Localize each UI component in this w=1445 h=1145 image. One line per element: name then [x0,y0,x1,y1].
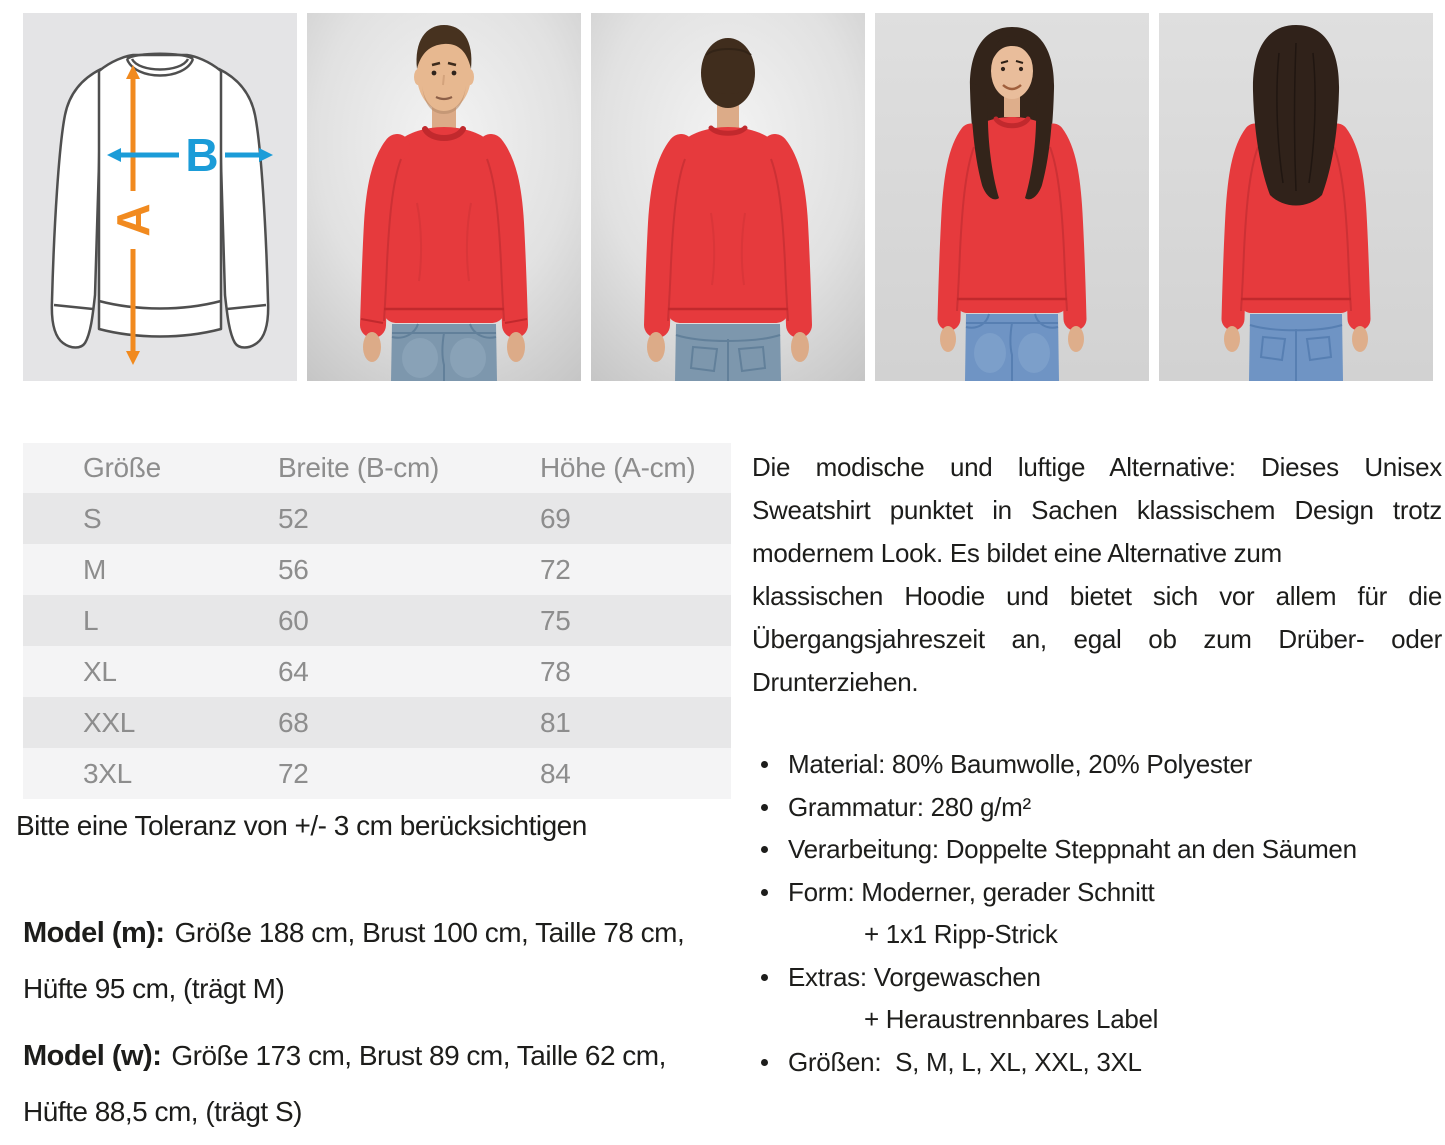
feature-continuation: + 1x1 Ripp-Strick [864,919,1058,949]
size-table [23,443,731,799]
male-front-figure [307,13,581,381]
size-table-header [23,443,731,493]
right-hand [1352,326,1368,352]
product-description [752,446,1442,704]
left-hand [940,326,956,352]
model-female-back-photo [1159,13,1433,381]
table-cell: 52 [278,502,309,534]
feature-text: Form: Moderner, gerader Schnitt [788,876,1155,907]
bullet-icon [761,761,768,768]
model-m-line1: Größe 188 cm, Brust 100 cm, Taille 78 cm, [174,917,685,948]
bullet-icon [761,889,768,896]
width-label-B: B [185,129,219,181]
model-w-line2: Hüfte 88,5 cm, (trägt S) [23,1096,302,1127]
table-row-L [23,595,731,646]
left-hand [1224,326,1240,352]
model-m-label: Model (m): [23,917,165,949]
feature-item [752,828,1444,871]
right-hand [1068,326,1084,352]
table-cell: L [83,604,99,636]
description-line: modernem Look. Es bildet eine Alternative zum [752,538,1282,568]
size-table-body [23,493,731,799]
table-cell: 69 [540,502,571,534]
table-cell: 56 [278,553,309,585]
table-cell: 68 [278,706,309,738]
size-diagram [23,13,297,381]
table-row-M [23,544,731,595]
table-cell: XXL [83,706,136,738]
table-row-3XL [23,748,731,799]
table-cell: XL [83,655,117,687]
female-front-figure [875,13,1149,381]
bullet-icon [761,1059,768,1066]
table-cell: 84 [540,757,571,789]
description-line: Sweatshirt punktet in Sachen klassischem Design trotz [752,495,1442,525]
table-cell: 78 [540,655,571,687]
model-m-line2: Hüfte 95 cm, (trägt M) [23,973,285,1004]
model-female-front-photo [875,13,1149,381]
model-w-info [23,1028,729,1139]
bullet-icon [761,974,768,981]
table-cell: 81 [540,706,571,738]
col-header-hoehe: Höhe (A-cm) [540,452,696,483]
table-row-XL [23,646,731,697]
model-male-back-photo [591,13,865,381]
description-line: klassischen Hoodie und bietet sich vor allem für die [752,581,1442,611]
table-row-S [23,493,731,544]
size-diagram-panel [23,13,297,381]
bullet-icon [761,846,768,853]
left-hand [363,332,381,362]
female-back-figure [1159,13,1433,381]
feature-text: Größen: S, M, L, XL, XXL, 3XL [788,1046,1142,1077]
table-cell: 60 [278,604,309,636]
table-cell: S [83,502,102,534]
sweatshirt-outline [52,54,268,348]
model-w-label: Model (w): [23,1040,162,1072]
table-cell: 72 [278,757,309,789]
tolerance-note: Bitte eine Toleranz von +/- 3 cm berücksichtigen [16,810,587,841]
feature-list [752,743,1444,1083]
description-line: Drunterziehen. [752,667,919,697]
feature-item [752,786,1444,829]
male-back-figure [591,13,865,381]
feature-text: Material: 80% Baumwolle, 20% Polyester [788,749,1253,779]
height-label-A: A [107,203,159,237]
bullet-icon [761,804,768,811]
feature-text: Grammatur: 280 g/m² [788,791,1031,822]
description-line: Übergangsjahreszeit an, egal ob zum Drüber- oder [752,624,1442,654]
table-cell: 72 [540,553,571,585]
col-header-breite: Breite (B-cm) [278,452,439,483]
feature-item [752,743,1444,786]
feature-item [752,1041,1444,1084]
feature-item [752,871,1444,956]
col-header-groesse: Größe [83,452,161,483]
model-m-info [23,905,729,1016]
table-cell: 64 [278,655,309,687]
right-hand [507,332,525,362]
feature-continuation: + Heraustrennbares Label [864,1004,1159,1034]
left-hand [647,332,665,362]
table-cell: 3XL [83,757,132,789]
description-line: Die modische und luftige Alternative: Dieses Unisex [752,452,1442,482]
feature-text: Extras: Vorgewaschen [788,961,1041,992]
feature-item [752,956,1444,1041]
table-row-XXL [23,697,731,748]
right-hand [791,332,809,362]
feature-text: Verarbeitung: Doppelte Steppnaht an den Säumen [788,834,1357,864]
table-cell: 75 [540,604,571,636]
table-cell: M [83,553,107,585]
model-w-line1: Größe 173 cm, Brust 89 cm, Taille 62 cm, [171,1040,666,1071]
model-male-front-photo [307,13,581,381]
